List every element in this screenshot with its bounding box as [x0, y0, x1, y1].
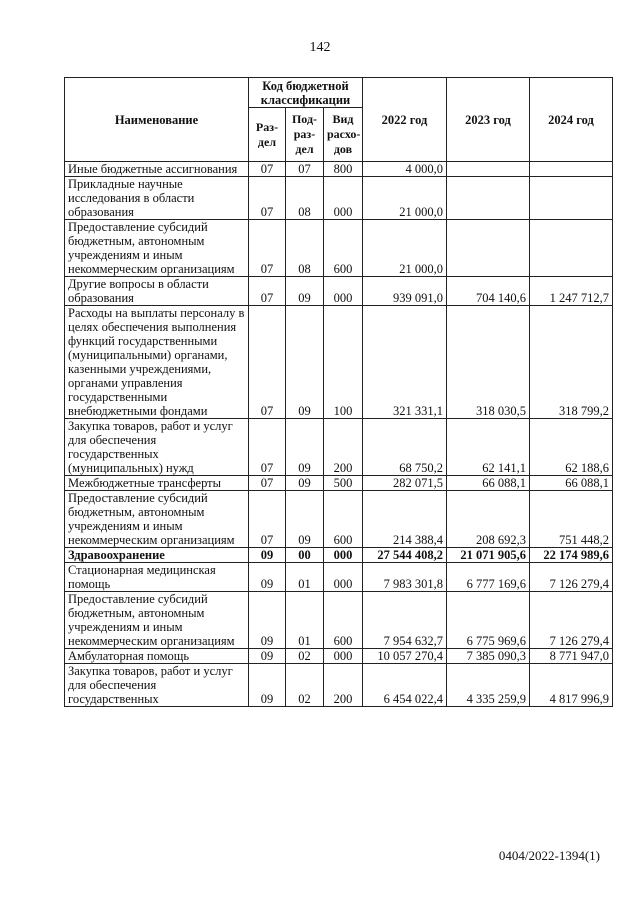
cell-2022: 6 454 022,4 — [363, 664, 447, 707]
cell-name: Стационарная медицинская помощь — [65, 563, 249, 592]
table-row — [65, 563, 613, 592]
cell-2024 — [530, 177, 613, 220]
table-body — [65, 162, 613, 707]
cell-2023: 21 071 905,6 — [447, 548, 530, 563]
header-name: Наименование — [65, 78, 249, 162]
cell-2022: 214 388,4 — [363, 491, 447, 548]
cell-razdel: 09 — [249, 649, 286, 664]
cell-vid: 500 — [324, 476, 363, 491]
header-vid: Вид расхо- дов — [324, 108, 363, 162]
cell-podrazdel: 01 — [286, 563, 324, 592]
cell-2023 — [447, 177, 530, 220]
cell-2022: 27 544 408,2 — [363, 548, 447, 563]
document-code: 0404/2022-1394(1) — [498, 848, 600, 863]
cell-razdel: 09 — [249, 563, 286, 592]
cell-podrazdel: 08 — [286, 177, 324, 220]
header-2024: 2024 год — [530, 78, 613, 162]
cell-2022: 939 091,0 — [363, 277, 447, 306]
header-2023: 2023 год — [447, 78, 530, 162]
header-code-group: Код бюджетной классификации — [249, 78, 363, 108]
cell-2022: 321 331,1 — [363, 306, 447, 419]
table-row — [65, 649, 613, 664]
cell-2022: 282 071,5 — [363, 476, 447, 491]
cell-vid: 600 — [324, 592, 363, 649]
header-2022: 2022 год — [363, 78, 447, 162]
cell-razdel: 07 — [249, 419, 286, 476]
cell-vid: 000 — [324, 177, 363, 220]
cell-name: Другие вопросы в области образования — [65, 277, 249, 306]
cell-podrazdel: 07 — [286, 162, 324, 177]
cell-2024 — [530, 162, 613, 177]
table-row — [65, 220, 613, 277]
cell-name: Межбюджетные трансферты — [65, 476, 249, 491]
cell-razdel: 09 — [249, 664, 286, 707]
cell-razdel: 07 — [249, 277, 286, 306]
table-row — [65, 592, 613, 649]
cell-vid: 100 — [324, 306, 363, 419]
cell-name: Закупка товаров, работ и услуг для обеспечения государственных (муниципальных) нужд — [65, 419, 249, 476]
cell-2022: 4 000,0 — [363, 162, 447, 177]
cell-2023: 62 141,1 — [447, 419, 530, 476]
table-row — [65, 277, 613, 306]
cell-2023: 7 385 090,3 — [447, 649, 530, 664]
cell-name: Предоставление субсидий бюджетным, автономным учреждениям и иным некоммерческим организациям — [65, 491, 249, 548]
cell-podrazdel: 09 — [286, 476, 324, 491]
cell-razdel: 07 — [249, 162, 286, 177]
cell-razdel: 09 — [249, 548, 286, 563]
table-row — [65, 664, 613, 707]
cell-razdel: 07 — [249, 220, 286, 277]
cell-2023: 66 088,1 — [447, 476, 530, 491]
cell-2023 — [447, 162, 530, 177]
cell-2022: 7 983 301,8 — [363, 563, 447, 592]
cell-2024: 7 126 279,4 — [530, 563, 613, 592]
cell-vid: 000 — [324, 649, 363, 664]
cell-2023: 6 775 969,6 — [447, 592, 530, 649]
cell-2024: 62 188,6 — [530, 419, 613, 476]
table-row — [65, 491, 613, 548]
cell-podrazdel: 02 — [286, 664, 324, 707]
cell-2024: 318 799,2 — [530, 306, 613, 419]
cell-razdel: 07 — [249, 491, 286, 548]
cell-podrazdel: 09 — [286, 277, 324, 306]
cell-vid: 000 — [324, 563, 363, 592]
table-row — [65, 306, 613, 419]
cell-2024: 751 448,2 — [530, 491, 613, 548]
cell-podrazdel: 09 — [286, 419, 324, 476]
cell-2024: 66 088,1 — [530, 476, 613, 491]
cell-name: Предоставление субсидий бюджетным, автономным учреждениям и иным некоммерческим организациям — [65, 220, 249, 277]
cell-vid: 200 — [324, 664, 363, 707]
cell-vid: 800 — [324, 162, 363, 177]
cell-name: Иные бюджетные ассигнования — [65, 162, 249, 177]
cell-2022: 21 000,0 — [363, 177, 447, 220]
cell-vid: 600 — [324, 491, 363, 548]
cell-2023: 318 030,5 — [447, 306, 530, 419]
cell-razdel: 07 — [249, 306, 286, 419]
budget-table — [64, 77, 613, 707]
cell-name: Здравоохранение — [65, 548, 249, 563]
cell-2024 — [530, 220, 613, 277]
cell-2024: 1 247 712,7 — [530, 277, 613, 306]
cell-vid: 000 — [324, 277, 363, 306]
cell-name: Амбулаторная помощь — [65, 649, 249, 664]
table-row — [65, 476, 613, 491]
cell-2023 — [447, 220, 530, 277]
cell-2024: 4 817 996,9 — [530, 664, 613, 707]
cell-razdel: 09 — [249, 592, 286, 649]
cell-vid: 000 — [324, 548, 363, 563]
cell-podrazdel: 02 — [286, 649, 324, 664]
cell-razdel: 07 — [249, 177, 286, 220]
cell-2024: 7 126 279,4 — [530, 592, 613, 649]
cell-podrazdel: 09 — [286, 491, 324, 548]
cell-podrazdel: 01 — [286, 592, 324, 649]
cell-name: Закупка товаров, работ и услуг для обеспечения государственных — [65, 664, 249, 707]
cell-name: Прикладные научные исследования в области образования — [65, 177, 249, 220]
cell-vid: 200 — [324, 419, 363, 476]
cell-2022: 21 000,0 — [363, 220, 447, 277]
table-row — [65, 419, 613, 476]
cell-2022: 10 057 270,4 — [363, 649, 447, 664]
header-razdel: Раз- дел — [249, 108, 286, 162]
cell-vid: 600 — [324, 220, 363, 277]
cell-podrazdel: 00 — [286, 548, 324, 563]
cell-2023: 6 777 169,6 — [447, 563, 530, 592]
header-podrazdel: Под- раз- дел — [286, 108, 324, 162]
cell-podrazdel: 09 — [286, 306, 324, 419]
cell-2024: 22 174 989,6 — [530, 548, 613, 563]
table-row — [65, 162, 613, 177]
cell-2023: 208 692,3 — [447, 491, 530, 548]
cell-podrazdel: 08 — [286, 220, 324, 277]
page-number: 142 — [309, 40, 331, 55]
cell-2022: 68 750,2 — [363, 419, 447, 476]
table-row — [65, 177, 613, 220]
cell-2023: 704 140,6 — [447, 277, 530, 306]
cell-razdel: 07 — [249, 476, 286, 491]
table-row — [65, 548, 613, 563]
cell-2023: 4 335 259,9 — [447, 664, 530, 707]
cell-name: Предоставление субсидий бюджетным, автономным учреждениям и иным некоммерческим организациям — [65, 592, 249, 649]
cell-2024: 8 771 947,0 — [530, 649, 613, 664]
cell-2022: 7 954 632,7 — [363, 592, 447, 649]
cell-name: Расходы на выплаты персоналу в целях обеспечения выполнения функций государственными (муниципальными) органами, казенными учреждениями, органами управления государственными внебюджетными фондами — [65, 306, 249, 419]
